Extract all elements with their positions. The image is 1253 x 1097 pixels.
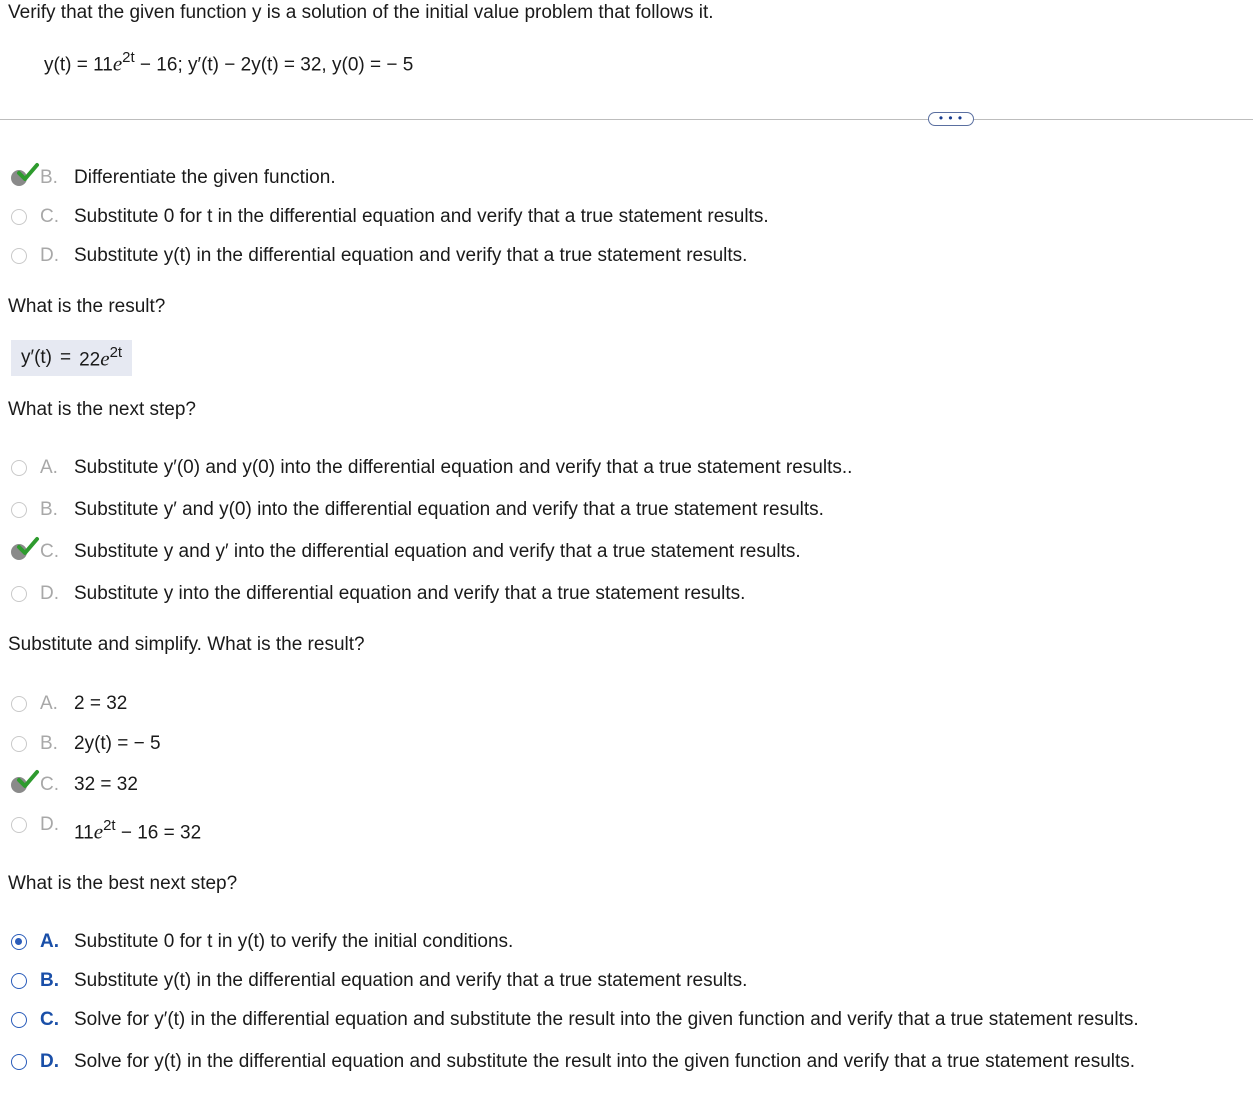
answer-box: [11, 340, 132, 376]
radio-icon: [11, 460, 27, 476]
radio-icon: [11, 696, 27, 712]
radio-icon: [11, 248, 27, 264]
step3-option-d[interactable]: D. $11e^{2t} - 16 = 32$: [10, 812, 27, 838]
prompt-simplify: Substitute and simplify. What is the result?: [8, 634, 365, 655]
step3-option-c[interactable]: C. 32 = 32: [10, 772, 27, 798]
radio-icon: [11, 209, 27, 225]
step1-option-d[interactable]: D. Substitute y(t) in the differential equation and verify that a true statement results.: [10, 243, 27, 269]
radio-icon: [11, 817, 27, 833]
step2-option-b[interactable]: B. Substitute y′ and y(0) into the differential equation and verify that a true statement results.: [10, 497, 27, 523]
radio-icon: [11, 502, 27, 518]
step3-option-b[interactable]: B. 2y(t) = − 5: [10, 731, 27, 757]
radio-icon: [11, 736, 27, 752]
radio-icon: [11, 586, 27, 602]
radio-icon: [11, 973, 27, 989]
step3-option-a[interactable]: A. 2 = 32: [10, 691, 27, 717]
section-divider: [0, 119, 1253, 120]
checkmark-icon: [16, 769, 40, 789]
prompt-result: What is the result?: [8, 296, 166, 317]
checkmark-icon: [16, 162, 40, 182]
more-options-button[interactable]: • • •: [928, 112, 974, 126]
step2-option-a[interactable]: A. Substitute y′(0) and y(0) into the differential equation and verify that a true statement results..: [10, 455, 27, 481]
question-title: Verify that the given function y is a solution of the initial value problem that follows it.: [8, 2, 714, 23]
step2-option-d[interactable]: D. Substitute y into the differential equation and verify that a true statement results.: [10, 581, 27, 607]
step4-option-d[interactable]: D. Solve for y(t) in the differential equation and substitute the result into the given function and verify that a true statement results.: [10, 1049, 27, 1075]
answer-lhs: y′(t): [21, 347, 52, 368]
step4-option-a[interactable]: A. Substitute 0 for t in y(t) to verify the initial conditions.: [10, 929, 27, 955]
step1-option-b[interactable]: B. Differentiate the given function.: [10, 165, 27, 191]
answer-equals: =: [60, 347, 72, 368]
step4-option-b[interactable]: B. Substitute y(t) in the differential equation and verify that a true statement results.: [10, 968, 27, 994]
answer-value: $22e^{2t}$: [79, 343, 123, 371]
radio-icon: [11, 1054, 27, 1070]
prompt-next-step: What is the next step?: [8, 399, 196, 420]
checkmark-icon: [16, 536, 40, 556]
prompt-best-next-step: What is the best next step?: [8, 873, 238, 894]
step2-option-c[interactable]: C. Substitute y and y′ into the differential equation and verify that a true statement results.: [10, 539, 27, 565]
given-equation: $y(t) = 11e^{2t} - 16$; y′(t) − 2y(t) = 32, y(0) = − 5: [44, 49, 414, 76]
radio-icon: [11, 1012, 27, 1028]
step4-option-c[interactable]: C. Solve for y′(t) in the differential equation and substitute the result into the given function and verify that a true statement results.: [10, 1007, 27, 1033]
step1-option-c[interactable]: C. Substitute 0 for t in the differential equation and verify that a true statement results.: [10, 204, 27, 230]
radio-selected-icon: [11, 934, 27, 950]
